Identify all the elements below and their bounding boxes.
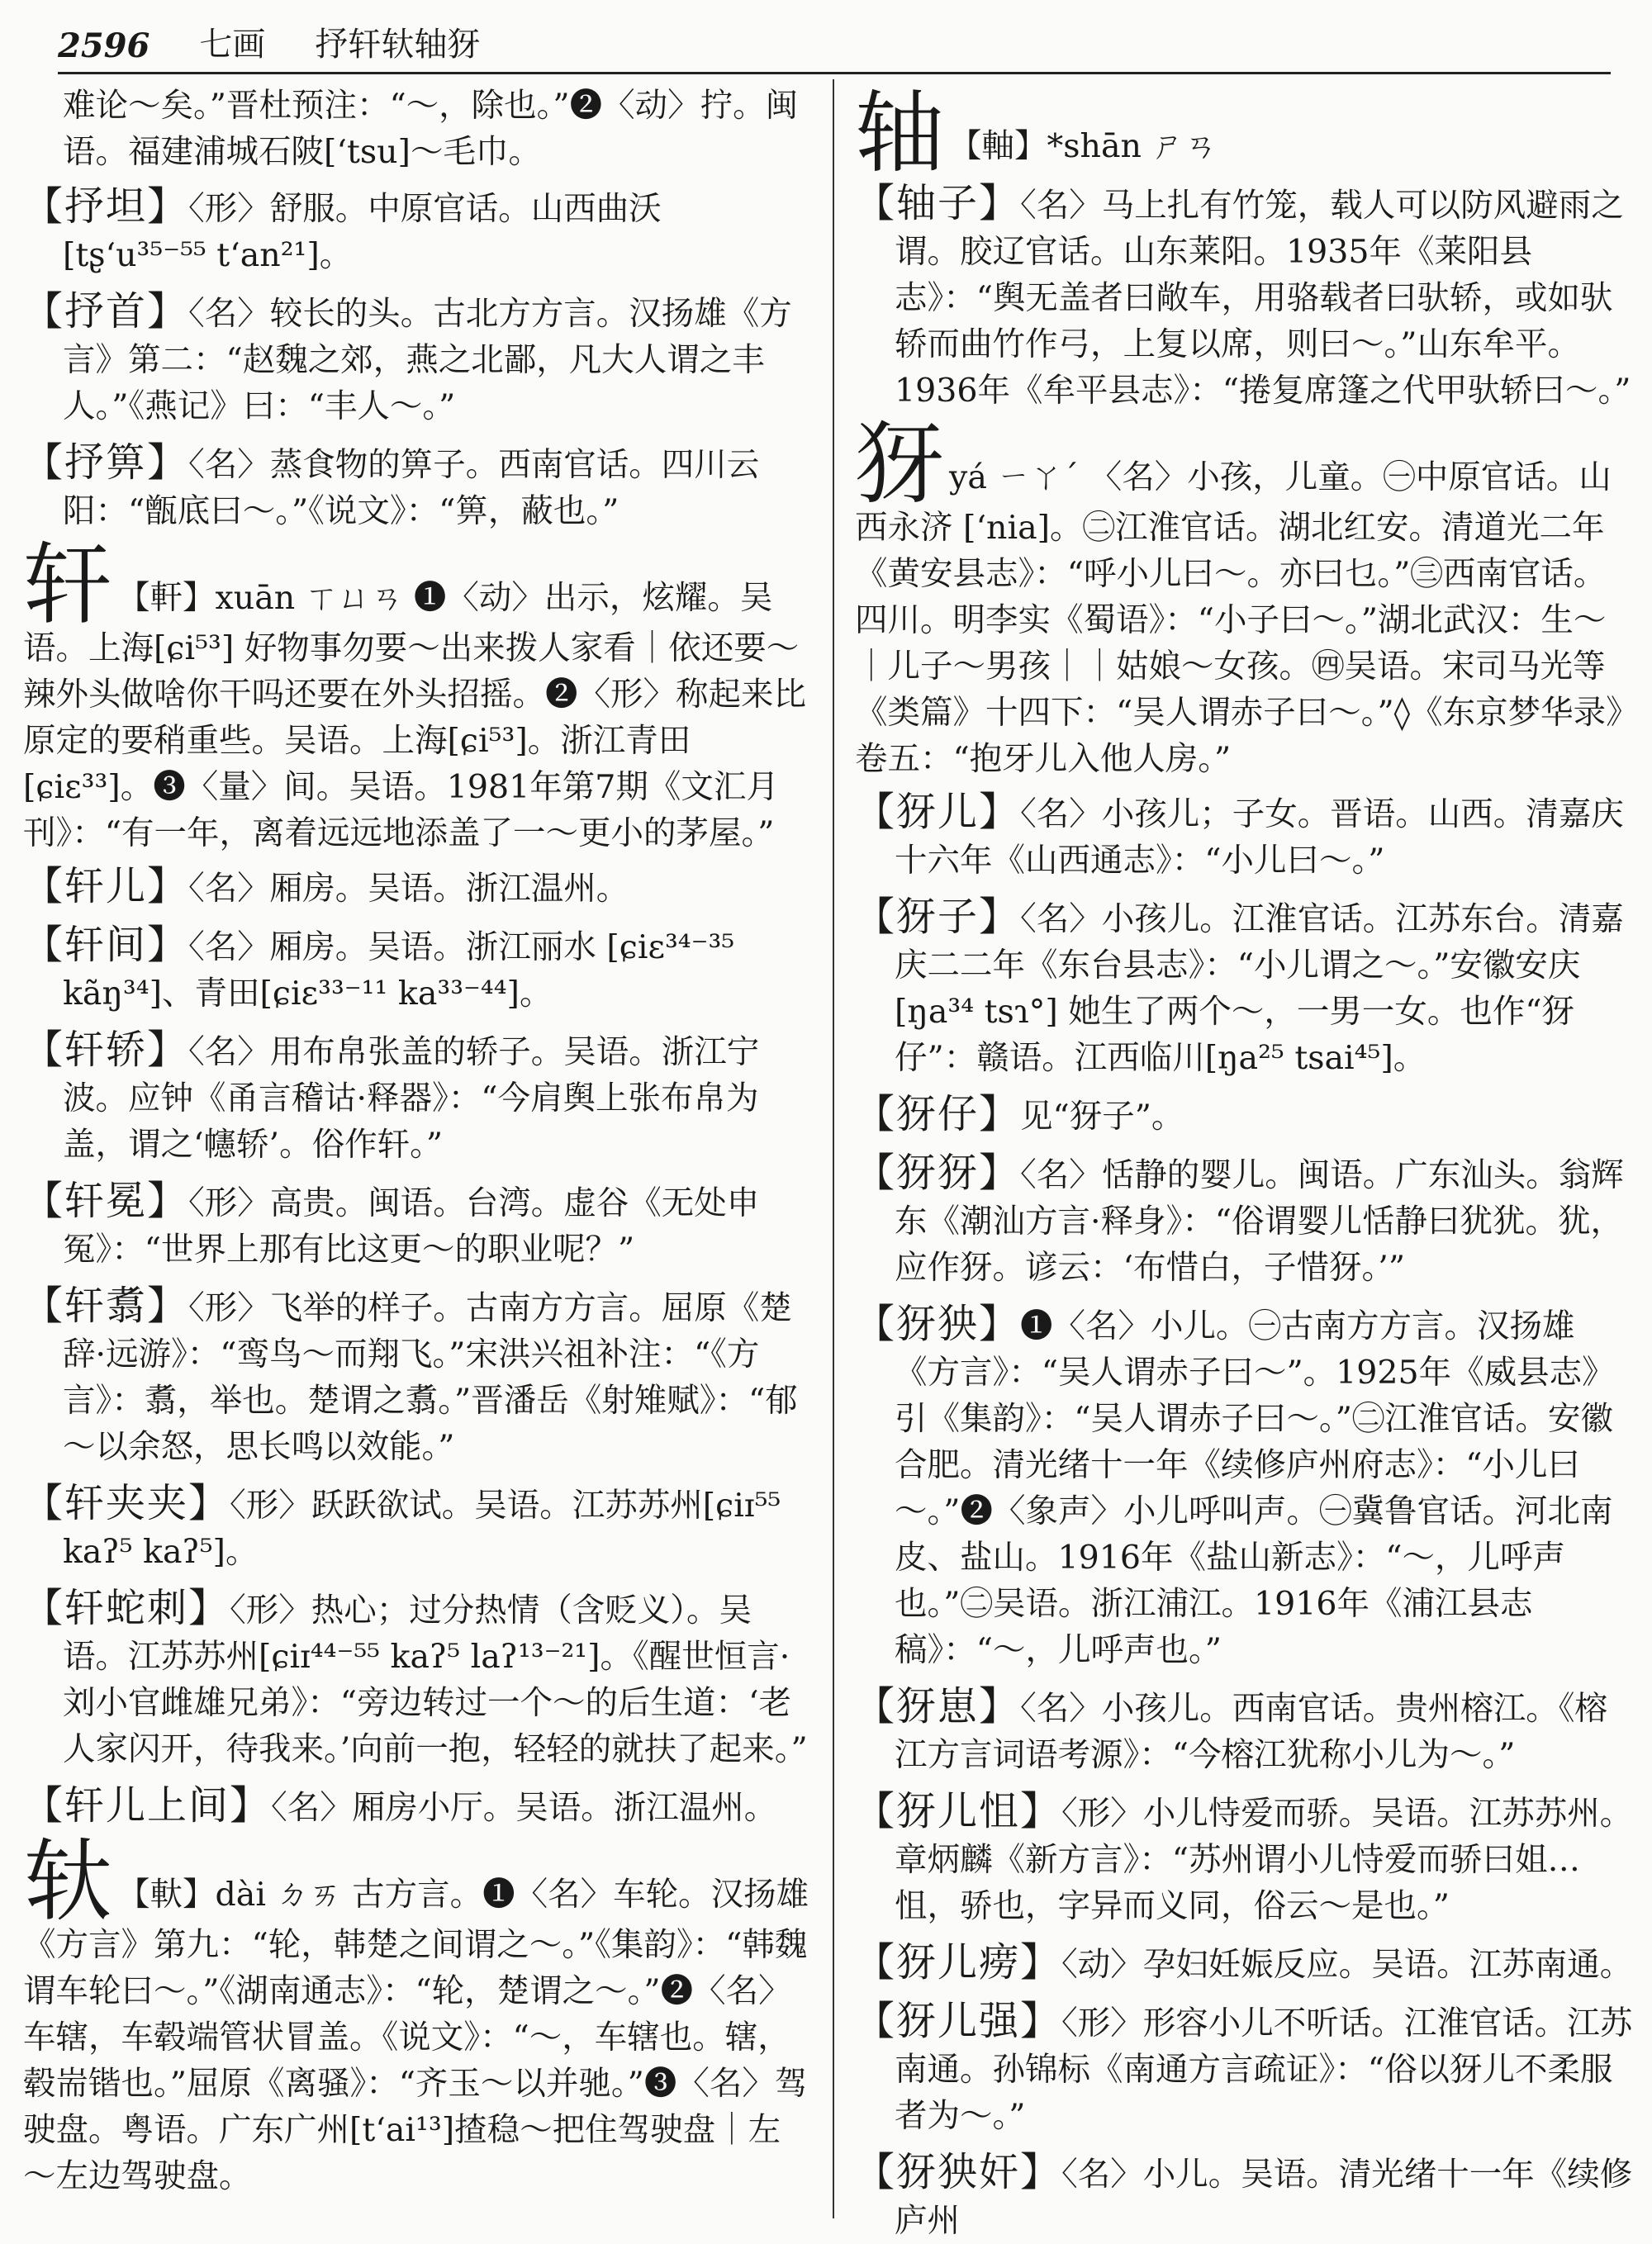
entry-headword: 【抒箅】 bbox=[23, 439, 189, 486]
dictionary-entry bbox=[855, 789, 1635, 884]
entry-headword: 【轩夹夹】 bbox=[23, 1480, 230, 1526]
head-character: 犽 bbox=[855, 413, 945, 516]
dictionary-entry bbox=[23, 1782, 812, 1831]
entry-headword: 【犽㹧】 bbox=[855, 1301, 1021, 1347]
dictionary-entry bbox=[855, 1091, 1635, 1140]
entry-definition: 〈名〉小孩儿。西南官话。贵州榕江。《榕江方言词语考源》：“今榕江犹称小儿为～。” bbox=[895, 1690, 1608, 1774]
entry-headword: 【轴子】 bbox=[855, 180, 1021, 226]
dictionary-entry bbox=[23, 863, 812, 912]
entry-definition: 〈动〉孕妇妊娠反应。吴语。江苏南通。 bbox=[1061, 1946, 1633, 1984]
entry-definition: 〈形〉形容小儿不听话。江淮官话。江苏南通。孙锦标《南通方言疏证》：“俗以犽儿不柔服者为～。” bbox=[895, 2004, 1633, 2135]
character-definition: yá ㄧㄚˊ 〈名〉小孩，儿童。㊀中原官话。山西永济 [ʻnia]。㊁江淮官话。湖北红安。清道光二年《黄安县志》：“呼小儿曰～。亦曰乜。”㊂西南官话。四川。明李实《蜀语》：“小子曰～。”湖北武汉：生～｜儿子～男孩｜｜姑娘～女孩。㊃吴语。宋司马光等《类篇》十四下：“吴人谓赤子曰～。”◊《东京梦华录》卷五：“抱牙儿入他人房。” bbox=[855, 458, 1622, 778]
dictionary-entry bbox=[23, 1178, 812, 1273]
dictionary-entry bbox=[855, 1939, 1635, 1988]
entry-headword: 【轩蛇刺】 bbox=[23, 1585, 230, 1631]
entry-headword: 【轩儿】 bbox=[23, 863, 189, 909]
entry-definition: 〈名〉较长的头。古北方方言。汉扬雄《方言》第二：“赵魏之郊，燕之北鄙，凡大人谓之丰人。”《燕记》曰：“丰人～。” bbox=[63, 295, 792, 425]
entry-headword: 【抒首】 bbox=[23, 288, 189, 334]
continued-text: 难论～矣。”晋杜预注：“～，除也。”❷〈动〉拧。闽语。福建浦城石陂[ʻtsu]～毛巾。 bbox=[63, 87, 799, 171]
entry-definition: 〈名〉厢房小厅。吴语。浙江温州。 bbox=[271, 1789, 777, 1827]
dictionary-entry bbox=[23, 922, 812, 1017]
dictionary-entry bbox=[23, 1585, 812, 1772]
entry-headword: 【犽仔】 bbox=[855, 1091, 1021, 1137]
dictionary-entry bbox=[23, 1480, 812, 1575]
entry-headword: 【轩翥】 bbox=[23, 1283, 189, 1329]
entry-headword: 【犽儿】 bbox=[855, 789, 1021, 835]
entry-definition: 〈形〉飞举的样子。古南方方言。屈原《楚辞·远游》：“鸾鸟～而翔飞。”宋洪兴祖补注：“《方言》：翥，举也。楚谓之翥。”晋潘岳《射雉赋》：“郁～以余怒，思长鸣以效能。” bbox=[63, 1289, 798, 1466]
character-definition: 【軒】xuān ㄒㄩㄢ ❶〈动〉出示，炫耀。吴语。上海[ɕi⁵³] 好物事勿要～出来拨人家看｜依还要～辣外头做啥你干吗还要在外头招摇。❷〈形〉称起来比原定的要稍重些。吴语。上海[ɕi⁵³]。浙江青田[ɕiɛ³³]。❸〈量〉间。吴语。1981年第7期《文汇月刊》：“有一年，离着远远地添盖了一～更小的茅屋。” bbox=[23, 579, 806, 852]
column-divider bbox=[833, 79, 834, 2218]
dictionary-entry bbox=[23, 183, 812, 278]
left-column bbox=[23, 83, 812, 2205]
right-column bbox=[855, 82, 1635, 2240]
entry-headword: 【轩轿】 bbox=[23, 1027, 189, 1073]
dictionary-entry bbox=[855, 894, 1635, 1081]
dictionary-entry bbox=[855, 180, 1635, 414]
entry-headword: 【犽子】 bbox=[855, 894, 1021, 940]
head-character: 轩 bbox=[23, 534, 113, 637]
entry-definition: 〈名〉蒸食物的箅子。西南官话。四川云阳：“甑底曰～。”《说文》：“箅，蔽也。” bbox=[63, 446, 760, 530]
entry-definition: 〈名〉厢房。吴语。浙江丽水 [ɕiɛ³⁴⁻³⁵ kãŋ³⁴]、青田[ɕiɛ³³⁻¹¹ ka³³⁻⁴⁴]。 bbox=[63, 928, 735, 1013]
dictionary-entry bbox=[23, 439, 812, 534]
head-character: 轪 bbox=[23, 1830, 113, 1933]
entry-headword: 【轩儿上间】 bbox=[23, 1782, 272, 1829]
dictionary-entry bbox=[855, 1998, 1635, 2139]
character-entry bbox=[855, 413, 1635, 782]
entry-headword: 【犽犽】 bbox=[855, 1150, 1021, 1196]
entry-definition: 〈形〉小儿恃爱而骄。吴语。江苏苏州。章炳麟《新方言》：“苏州谓小儿恃爱而骄曰姐…怚，骄也，字异而义同，俗云～是也。” bbox=[895, 1795, 1633, 1925]
entry-headword: 【犽儿怚】 bbox=[855, 1788, 1062, 1834]
entry-headword: 【犽儿强】 bbox=[855, 1998, 1062, 2044]
entry-definition: 见“犽子”。 bbox=[1020, 1098, 1184, 1136]
entry-definition: 〈形〉热心；过分热情（含贬义）。吴语。江苏苏州[ɕiɪ⁴⁴⁻⁵⁵ kaʔ⁵ laʔ¹³⁻²¹]。《醒世恒言·刘小官雌雄兄弟》：“旁边转过一个～的后生道：‘老人家闪开，待我来。’向前一抱，轻轻的就扶了起来。” bbox=[63, 1592, 808, 1768]
dictionary-entry bbox=[855, 1150, 1635, 1291]
dictionary-entry bbox=[855, 1788, 1635, 1929]
dictionary-entry bbox=[855, 1683, 1635, 1778]
entry-definition: 〈形〉高贵。闽语。台湾。虚谷《无处申冤》：“世界上那有比这更～的职业呢？” bbox=[63, 1184, 760, 1269]
entry-headword: 【犽崽】 bbox=[855, 1683, 1021, 1729]
header-characters: 抒轩轪轴犽 bbox=[315, 26, 481, 64]
character-definition: 【軑】dài ㄉㄞ 古方言。❶〈名〉车轮。汉扬雄《方言》第九：“轮，韩楚之间谓之～。”《集韵》：“韩魏谓车轮曰～。”《湖南通志》：“轮，楚谓之～。”❷〈名〉车辖，车毂端管状冒盖。《说文》：“～，车辖也。辖，毂耑锴也。”屈原《离骚》：“齐玉～以并驰。”❸〈名〉驾驶盘。粤语。广东广州[tʻai¹³]揸稳～把住驾驶盘｜左～左边驾驶盘。 bbox=[23, 1876, 809, 2195]
entry-headword: 【轩间】 bbox=[23, 922, 189, 968]
entry-headword: 【抒坦】 bbox=[23, 183, 189, 230]
dictionary-entry bbox=[855, 2149, 1635, 2244]
entry-headword: 【犽㹧奸】 bbox=[855, 2149, 1062, 2195]
head-character: 轴 bbox=[855, 82, 945, 185]
character-definition: 【軸】*shān ㄕㄢ bbox=[949, 127, 1218, 165]
entry-definition: 〈名〉马上扎有竹笼，载人可以防风避雨之谓。胶辽官话。山东莱阳。1935年《莱阳县志》：“舆无盖者曰敞车，用骆载者曰驮轿，或如驮轿而曲竹作弓，上复以席，则曰～。”山东牟平。1936年《牟平县志》：“捲复席篷之代甲驮轿曰～。” bbox=[895, 187, 1631, 410]
entry-definition: 〈名〉厢房。吴语。浙江温州。 bbox=[188, 870, 629, 908]
entry-definition: 〈名〉小孩儿；子女。晋语。山西。清嘉庆十六年《山西通志》：“小儿曰～。” bbox=[895, 795, 1624, 880]
entry-definition: 〈形〉跃跃欲试。吴语。江苏苏州[ɕiɪ⁵⁵ kaʔ⁵ kaʔ⁵]。 bbox=[63, 1487, 781, 1571]
dictionary-entry bbox=[23, 1283, 812, 1470]
entry-definition: 〈形〉舒服。中原官话。山西曲沃 [tʂʻu³⁵⁻⁵⁵ tʻan²¹]。 bbox=[63, 190, 662, 274]
dictionary-entry bbox=[23, 1027, 812, 1168]
page-header bbox=[58, 25, 1611, 74]
entry-definition: 〈名〉小孩儿。江淮官话。江苏东台。清嘉庆二二年《东台县志》：“小儿谓之～。”安徽安庆 [ŋa³⁴ tsɿ°] 她生了两个～，一男一女。也作“犽仔”：赣语。江西临川[ŋa²⁵ tsai⁴⁵]。 bbox=[895, 900, 1624, 1077]
entry-headword: 【犽儿痨】 bbox=[855, 1939, 1062, 1985]
dictionary-entry bbox=[855, 1301, 1635, 1673]
page-number: 2596 bbox=[58, 26, 150, 65]
entry-definition: ❶〈名〉小儿。㊀古南方方言。汉扬雄《方言》：“吴人谓赤子曰～”。1925年《威县志》引《集韵》：“吴人谓赤子曰～。”㊁江淮官话。安徽合肥。清光绪十一年《续修庐州府志》：“小儿曰～。”❷〈象声〉小儿呼叫声。㊀冀鲁官话。河北南皮、盐山。1916年《盐山新志》：“～，儿呼声也。”㊁吴语。浙江浦江。1916年《浦江县志稿》：“～，儿呼声也。” bbox=[895, 1307, 1615, 1669]
entry-definition: 〈名〉小儿。吴语。清光绪十一年《续修庐州 bbox=[895, 2156, 1633, 2240]
stroke-section: 七画 bbox=[199, 26, 266, 64]
entry-definition: 〈名〉恬静的婴儿。闽语。广东汕头。翁辉东《潮汕方言·释身》：“俗谓婴儿恬静曰犹犹。犹，应作犽。谚云：‘布惜白，子惜犽。’” bbox=[895, 1156, 1624, 1287]
dictionary-entry bbox=[23, 288, 812, 429]
entry-definition: 〈名〉用布帛张盖的轿子。吴语。浙江宁波。应钟《甬言稽诂·释器》：“今肩舆上张布帛为盖，谓之‘幰轿’。俗作轩。” bbox=[63, 1033, 760, 1164]
character-entry bbox=[23, 1830, 812, 2199]
entry-headword: 【轩冕】 bbox=[23, 1178, 189, 1224]
character-entry bbox=[23, 534, 812, 856]
character-entry bbox=[855, 82, 1635, 185]
